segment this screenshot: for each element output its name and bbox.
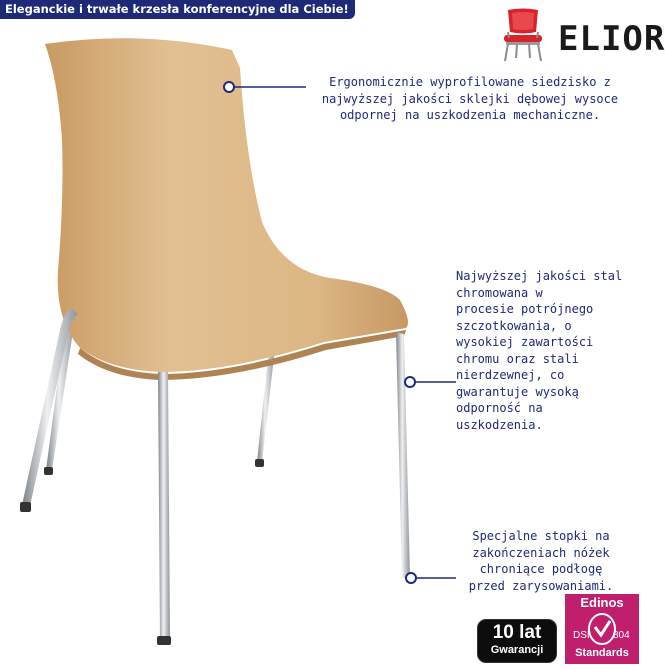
warranty-label: Gwarancji — [490, 644, 544, 656]
header-banner: Eleganckie i trwałe krzesła konferencyjne dla Ciebie! — [0, 0, 355, 19]
callout-seat-text: Ergonomicznie wyprofilowane siedzisko z najwyższej jakości sklejki dębowej wysoce odpornej na uszkodzenia mechaniczne. — [321, 75, 619, 122]
cert-seal-right: 804 — [613, 630, 630, 641]
cert-seal-left: DSI — [573, 630, 590, 641]
circle-marker-icon — [405, 377, 415, 387]
callout-feet-text: Specjalne stopki na zakończeniach nóżek chroniące podłogę przed zarysowaniami. — [468, 529, 614, 593]
circle-marker-icon — [224, 82, 234, 92]
cert-standards: Standards — [575, 647, 629, 659]
warranty-badge — [477, 619, 557, 663]
cert-name: Edinos — [580, 595, 624, 610]
warranty-years: 10 lat — [492, 622, 542, 643]
certification-badge — [565, 594, 639, 664]
callout-steel-text: Najwyższej jakości stal chromowana w procesie potrójnego szczotkowania, o wysokiej zawartości chromu oraz stali nierdzewnej, co gwarantuje wysoką odporność na uszkodzenia. — [456, 269, 623, 432]
checkmark-seal-icon — [572, 612, 632, 646]
circle-marker-icon — [406, 573, 416, 583]
brand-name: ELIOR — [558, 19, 665, 59]
